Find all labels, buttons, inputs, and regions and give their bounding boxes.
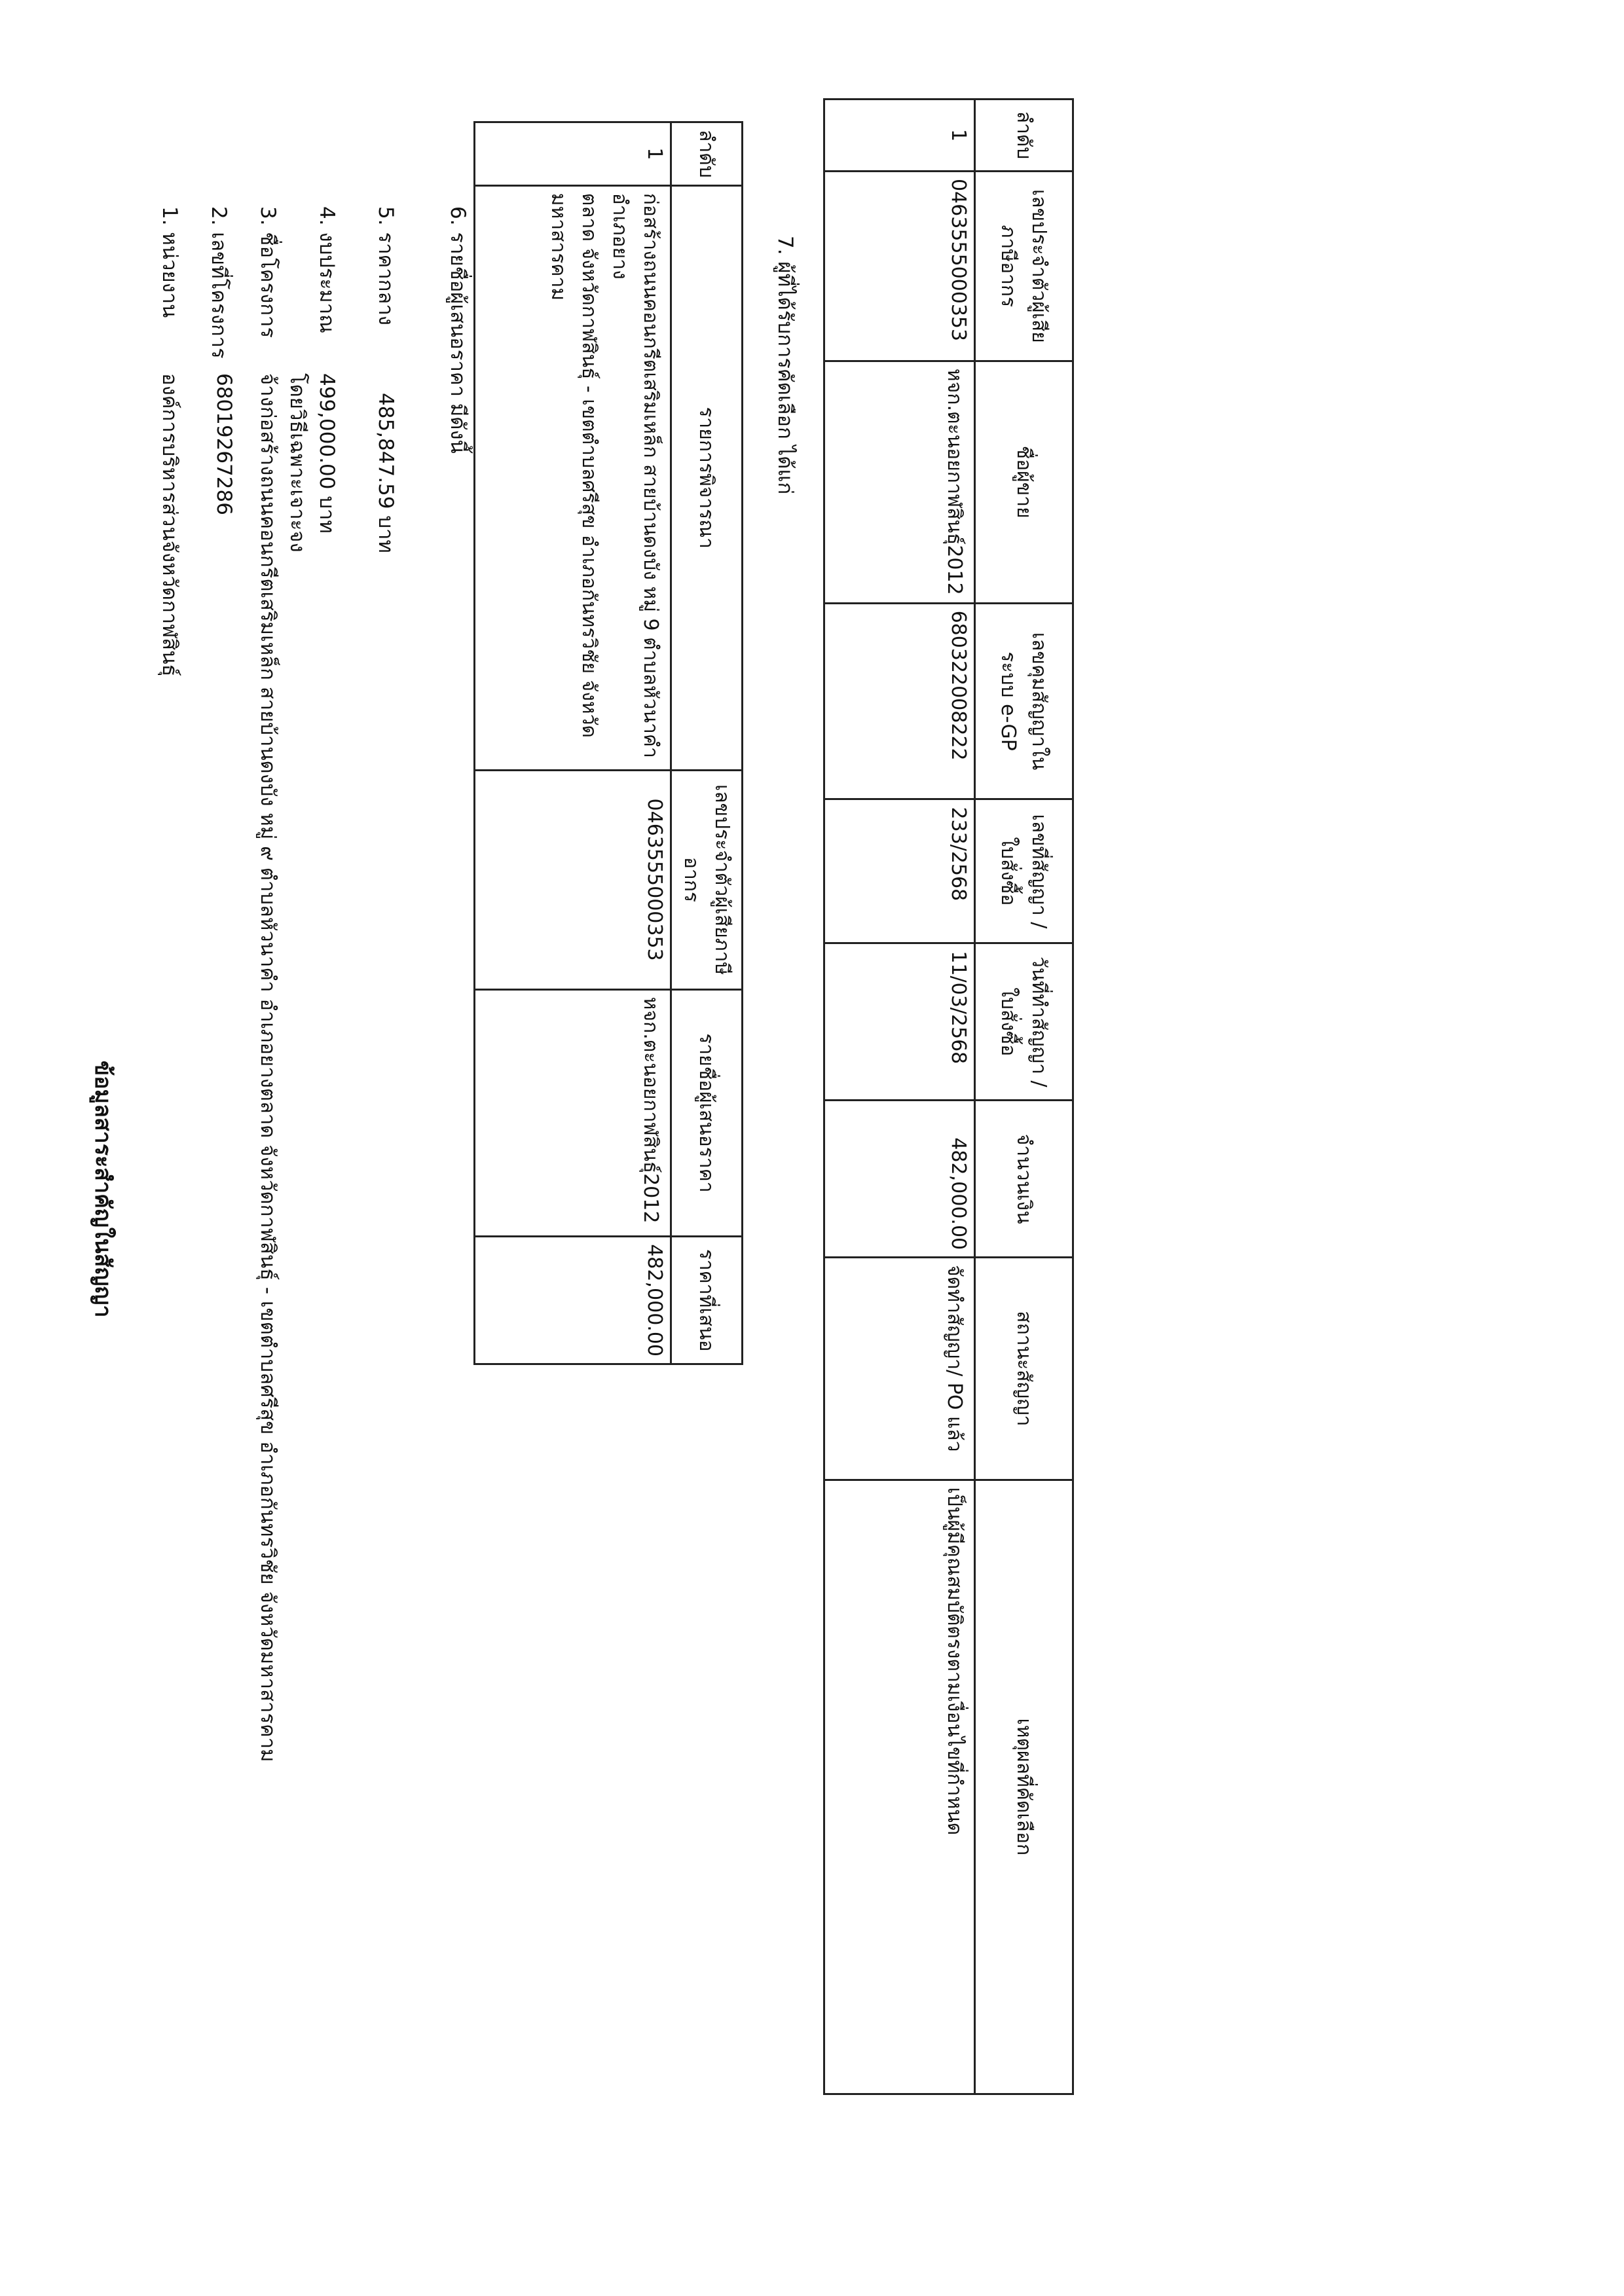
winner-cell-seller: หจก.ตะนอยกาฬสินธุ์2012 — [824, 361, 975, 603]
field-label-median-price: 5. ราคากลาง — [374, 206, 397, 325]
field-value-budget: 499,000.00 บาท — [315, 373, 339, 534]
bidders-cell-tax-id: 0463555000353 — [475, 770, 671, 989]
field-label-project-name: 3. ชื่อโครงการ — [256, 206, 280, 338]
bidders-header-price: ราคาที่เสนอ — [671, 1237, 743, 1364]
winner-header-seller: ชื่อผู้ขาย — [975, 361, 1073, 603]
field-value-project-number: 68019267286 — [212, 373, 236, 515]
bidders-header-no: ลำดับ — [671, 122, 743, 186]
winner-header-amount: จำนวนเงิน — [975, 1101, 1073, 1258]
winner-cell-status: จัดทำสัญญา/ PO แล้ว — [824, 1258, 975, 1480]
bidders-table — [473, 121, 743, 1365]
winner-header-reason: เหตุผลที่คัดเลือก — [975, 1480, 1073, 2094]
winner-cell-contract-date: 11/03/2568 — [824, 943, 975, 1101]
bidders-cell-price: 482,000.00 — [475, 1237, 671, 1364]
table-row — [475, 122, 671, 1364]
field-label-project-number: 2. เลขที่โครงการ — [207, 206, 231, 359]
winner-header-tax-id: เลขประจำตัวผู้เสียภาษีอากร — [975, 171, 1073, 361]
section7-label: 7. ผู้ที่ได้รับการคัดเลือก ได้แก่ — [773, 236, 797, 495]
winner-cell-contract-no: 233/2568 — [824, 799, 975, 943]
field-value-project-name-line1: จ้างก่อสร้างถนนคอนกรีตเสริมเหล็ก สายบ้านดงบัง หมู่ ๙ ตำบลหัวนาคำ อำเภอยางตลาด จังหวัดกาฬสินธุ์ - เขตตำบลศรีสุข อำเภอกันทรวิชัย จังหวัดมหาสารคาม — [256, 373, 280, 1762]
field-value-agency: องค์การบริหารส่วนจังหวัดกาฬสินธุ์ — [158, 373, 181, 677]
winner-header-contract-no: เลขที่สัญญา / ใบสั่งซื้อ — [975, 799, 1073, 943]
winner-header-no: ลำดับ — [975, 100, 1073, 172]
field-value-median-price: 485,847.59 บาท — [374, 393, 397, 553]
bidders-cell-bidder: หจก.ตะนอยกาฬสินธุ์2012 — [475, 989, 671, 1237]
winner-header-contract-date: วันที่ทำสัญญา / ใบสั่งซื้อ — [975, 943, 1073, 1101]
winner-cell-reason: เป็นผู้มีคุณสมบัติตรงตามเงื่อนไขที่กำหนด — [824, 1480, 975, 2094]
field-label-budget: 4. งบประมาณ — [315, 206, 339, 333]
field-label-agency: 1. หน่วยงาน — [158, 206, 181, 318]
bidders-header-item: รายการพิจารณา — [671, 185, 743, 770]
winner-table — [823, 98, 1074, 2095]
winner-cell-no: 1 — [824, 100, 975, 172]
bidders-cell-item — [475, 185, 671, 770]
winner-header-egp-no: เลขคุมสัญญาในระบบ e-GP — [975, 603, 1073, 799]
winner-cell-tax-id: 0463555000353 — [824, 171, 975, 361]
table-row — [824, 100, 975, 2094]
document-title: ข้อมูลสาระสำคัญในสัญญา — [90, 1061, 116, 1318]
winner-cell-egp-no: 680322008222 — [824, 603, 975, 799]
section6-label: 6. รายชื่อผู้เสนอราคา มีดังนี้ — [446, 206, 470, 454]
bidders-cell-no: 1 — [475, 122, 671, 186]
bidders-header-tax-id: เลขประจำตัวผู้เสียภาษีอากร — [671, 770, 743, 989]
bidders-cell-item-line1: ก่อสร้างถนนคอนกรีตเสริมเหล็ก สายบ้านดงบัง หมู่ 9 ตำบลหัวนาคำ อำเภอยาง — [608, 192, 662, 758]
bidders-header-bidder: รายชื่อผู้เสนอราคา — [671, 989, 743, 1237]
winner-cell-amount: 482,000.00 — [824, 1101, 975, 1258]
winner-header-status: สถานะสัญญา — [975, 1258, 1073, 1480]
field-value-project-name-line2: โดยวิธีเฉพาะเจาะจง — [286, 373, 309, 553]
bidders-cell-item-line2: ตลาด จังหวัดกาฬสินธุ์ - เขตตำบลศรีสุข อำเภอกันทรวิชัย จังหวัดมหาสารคาม — [547, 192, 600, 738]
